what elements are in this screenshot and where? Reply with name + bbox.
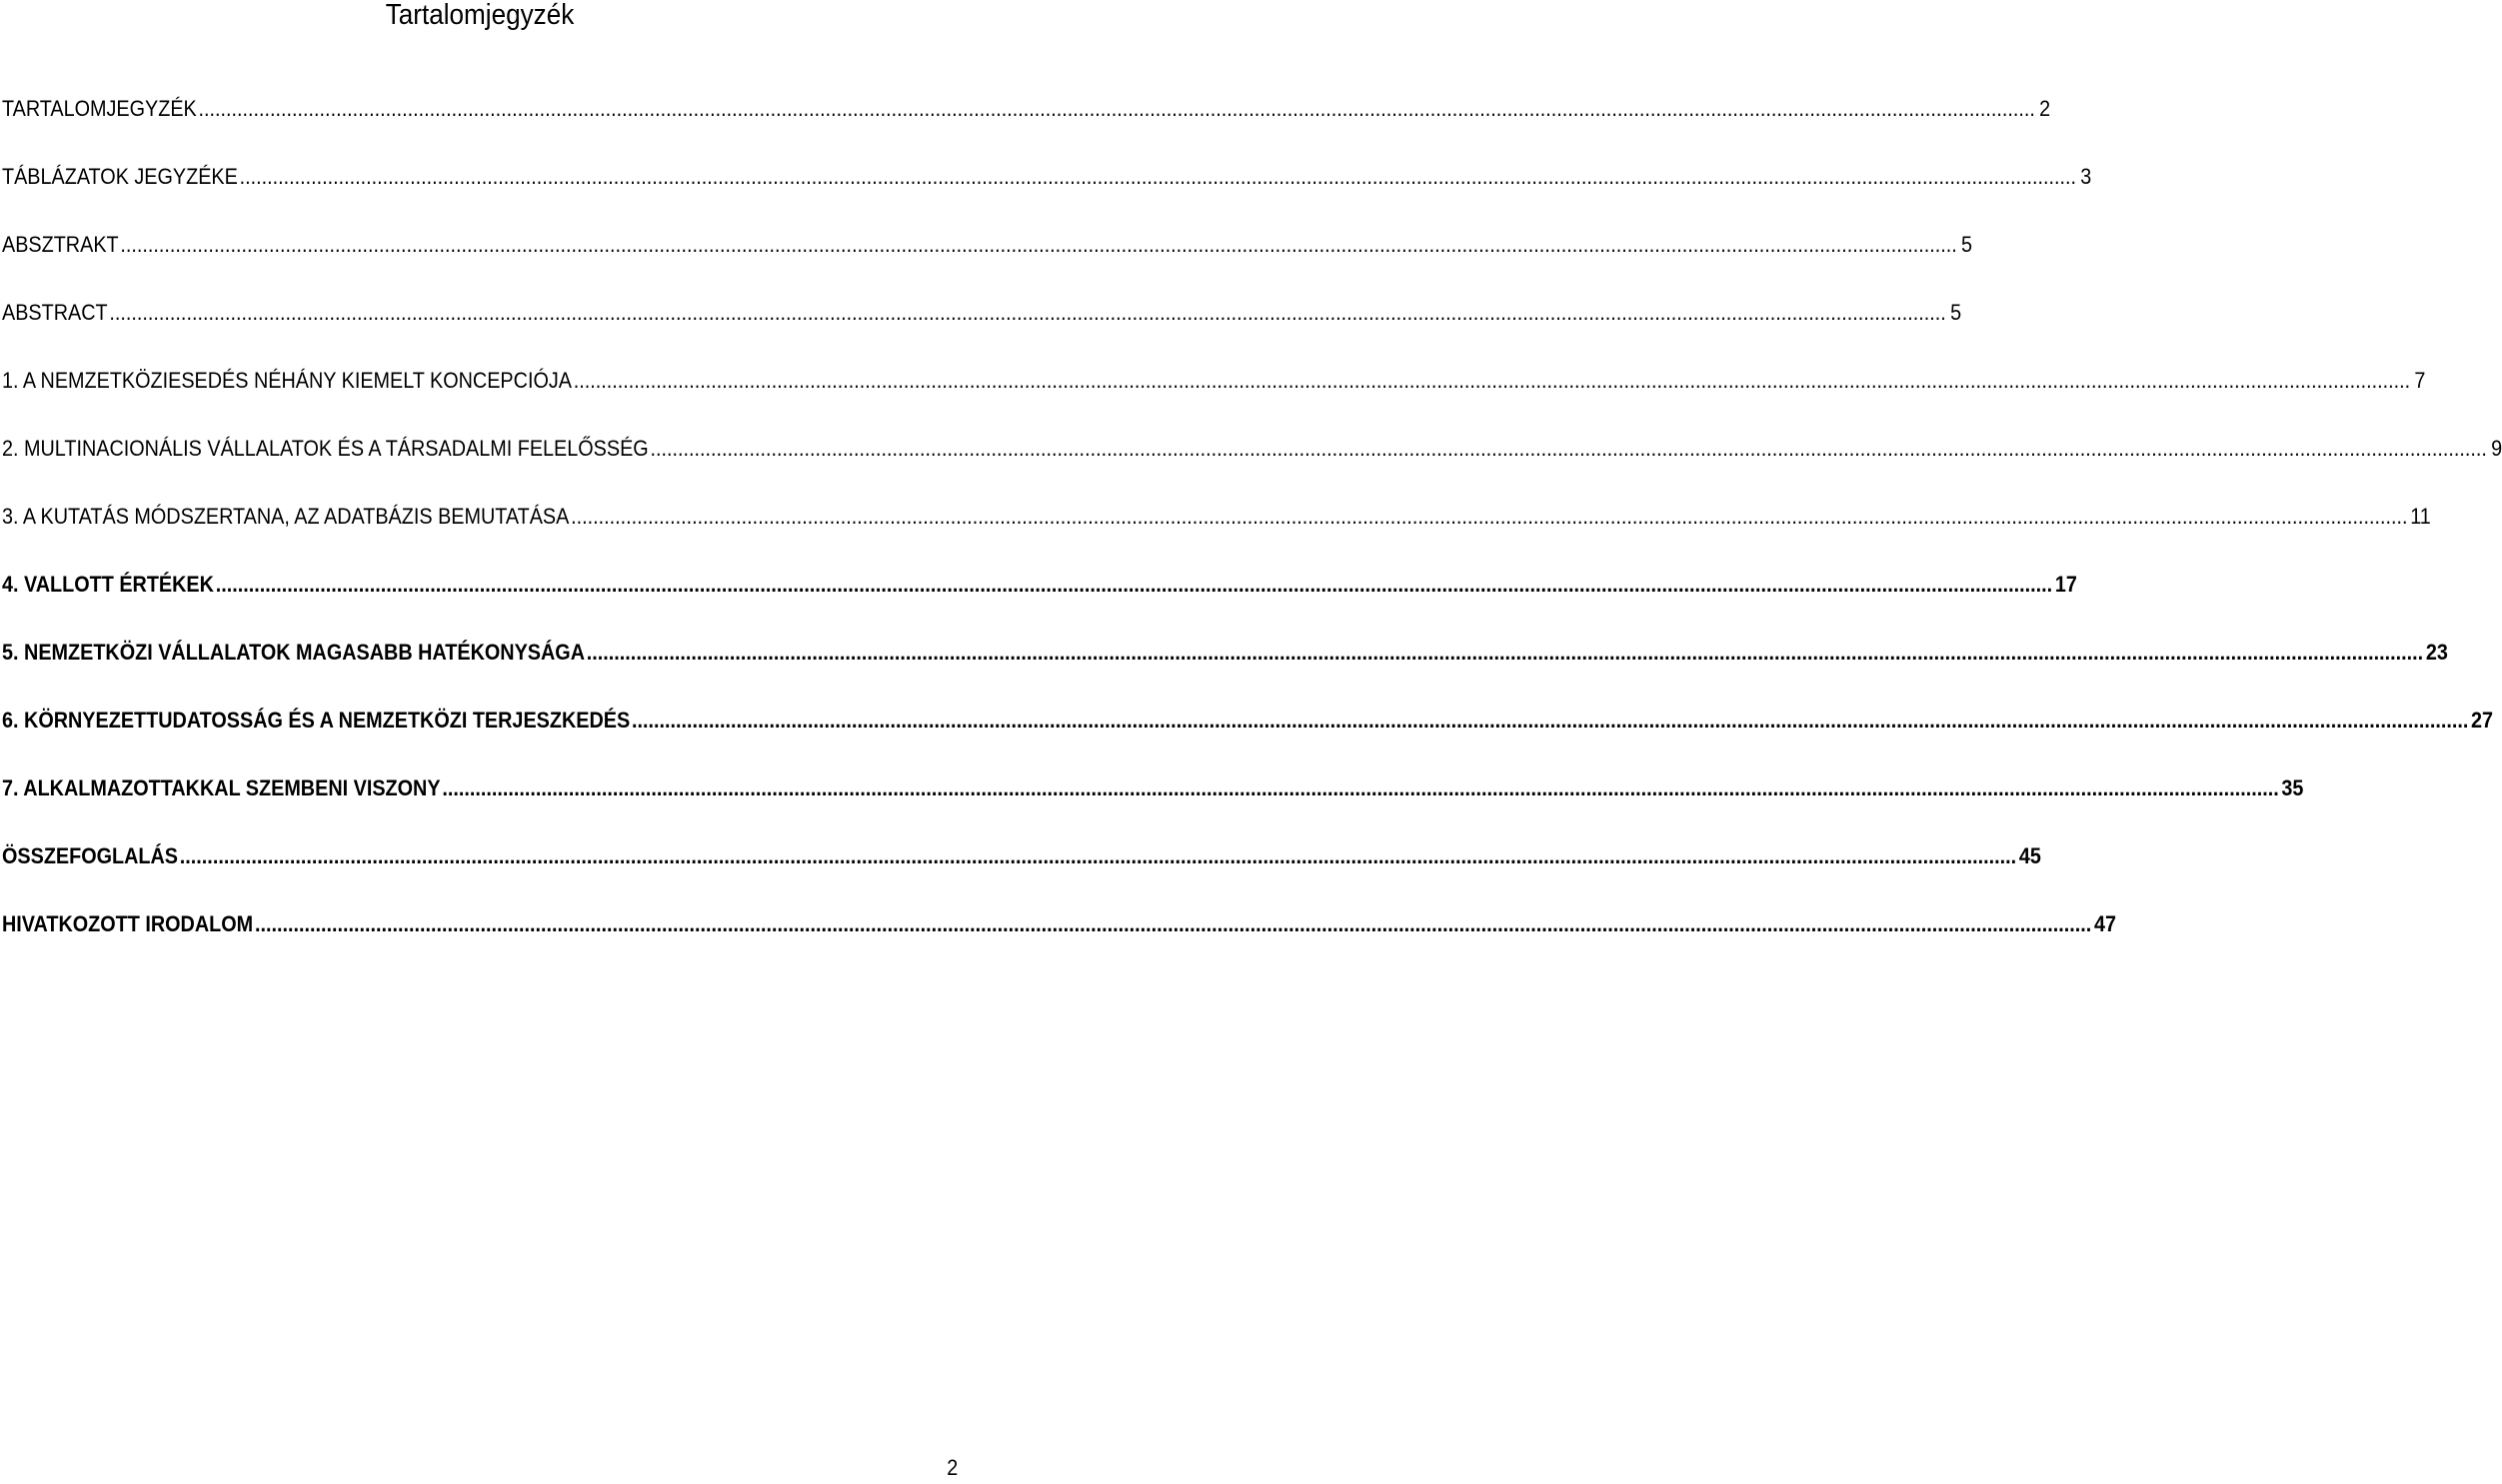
toc-entry-tartalomjegyzek[interactable] [2,90,2051,158]
toc-entry-absztrakt[interactable] [2,226,1973,294]
toc-entry-text: ABSZTRAKT [2,232,119,257]
toc-dot-leader [109,294,1945,332]
toc-line [2,769,2304,807]
toc-page-number: 2 [2039,96,2051,121]
toc-entry-abstract[interactable] [2,294,1962,362]
toc-entry-osszefoglalas[interactable] [2,837,2041,905]
toc-entry-text: 3. A KUTATÁS MÓDSZERTANA, AZ ADATBÁZIS BEMUTATÁSA [2,504,570,529]
toc-dot-leader [571,498,2407,536]
toc-dot-leader [240,158,2076,196]
page-number: 2 [946,1455,958,1480]
toc-entry-text: 1. A NEMZETKÖZIESEDÉS NÉHÁNY KIEMELT KONCEPCIÓJA [2,368,572,393]
toc-page-number: 47 [2094,911,2117,936]
toc-entry-chapter-7[interactable] [2,769,2304,837]
toc-page-number: 23 [2425,640,2448,665]
toc-entry-chapter-2[interactable] [2,430,2502,498]
table-of-contents [2,90,2502,973]
toc-line [2,294,1962,332]
toc-entry-text: ÖSSZEFOGLALÁS [2,843,179,868]
toc-entry-text: ABSTRACT [2,300,108,325]
toc-entry-chapter-4[interactable] [2,566,2077,634]
toc-entry-text: TÁBLÁZATOK JEGYZÉKE [2,164,238,189]
toc-entry-text: 6. KÖRNYEZETTUDATOSSÁG ÉS A NEMZETKÖZI TERJESZKEDÉS [2,708,631,733]
toc-line [2,226,1973,264]
toc-line [2,498,2431,536]
toc-dot-leader [587,634,2423,672]
toc-dot-leader [255,905,2091,943]
toc-page-number: 17 [2054,572,2077,597]
toc-page-number: 45 [2018,843,2041,868]
toc-page-number: 7 [2414,368,2426,393]
toc-page-number: 27 [2471,708,2494,733]
toc-page-number: 11 [2410,504,2431,529]
toc-page-number: 5 [1950,300,1962,325]
toc-line [2,702,2494,740]
toc-dot-leader [442,769,2278,807]
toc-line [2,566,2077,604]
toc-entry-text: TARTALOMJEGYZÉK [2,96,197,121]
toc-dot-leader [632,702,2468,740]
toc-entry-chapter-3[interactable] [2,498,2431,566]
toc-line [2,837,2041,875]
toc-page-number: 35 [2281,775,2304,800]
toc-line [2,905,2117,943]
toc-line [2,634,2448,672]
toc-dot-leader [216,566,2052,604]
toc-dot-leader [120,226,1956,264]
toc-line [2,362,2426,400]
toc-page-number: 5 [1961,232,1973,257]
toc-entry-text: HIVATKOZOTT IRODALOM [2,911,254,936]
toc-line [2,158,2092,196]
toc-dot-leader [180,837,2016,875]
toc-entry-tablazatok-jegyzeke[interactable] [2,158,2092,226]
toc-dot-leader [574,362,2410,400]
toc-entry-chapter-5[interactable] [2,634,2448,702]
toc-entry-hivatkozott-irodalom[interactable] [2,905,2117,973]
toc-entry-text: 2. MULTINACIONÁLIS VÁLLALATOK ÉS A TÁRSADALMI FELELŐSSÉG [2,436,649,461]
toc-entry-text: 4. VALLOTT ÉRTÉKEK [2,572,214,597]
toc-entry-chapter-6[interactable] [2,702,2494,769]
toc-dot-leader [650,430,2486,468]
toc-entry-chapter-1[interactable] [2,362,2426,430]
toc-page-number: 3 [2080,164,2092,189]
toc-line [2,90,2051,128]
page-title: Tartalomjegyzék [385,0,575,31]
toc-entry-text: 7. ALKALMAZOTTAKKAL SZEMBENI VISZONY [2,775,441,800]
toc-line [2,430,2502,468]
toc-dot-leader [199,90,2035,128]
toc-page-number: 9 [2491,436,2502,461]
toc-entry-text: 5. NEMZETKÖZI VÁLLALATOK MAGASABB HATÉKONYSÁGA [2,640,586,665]
